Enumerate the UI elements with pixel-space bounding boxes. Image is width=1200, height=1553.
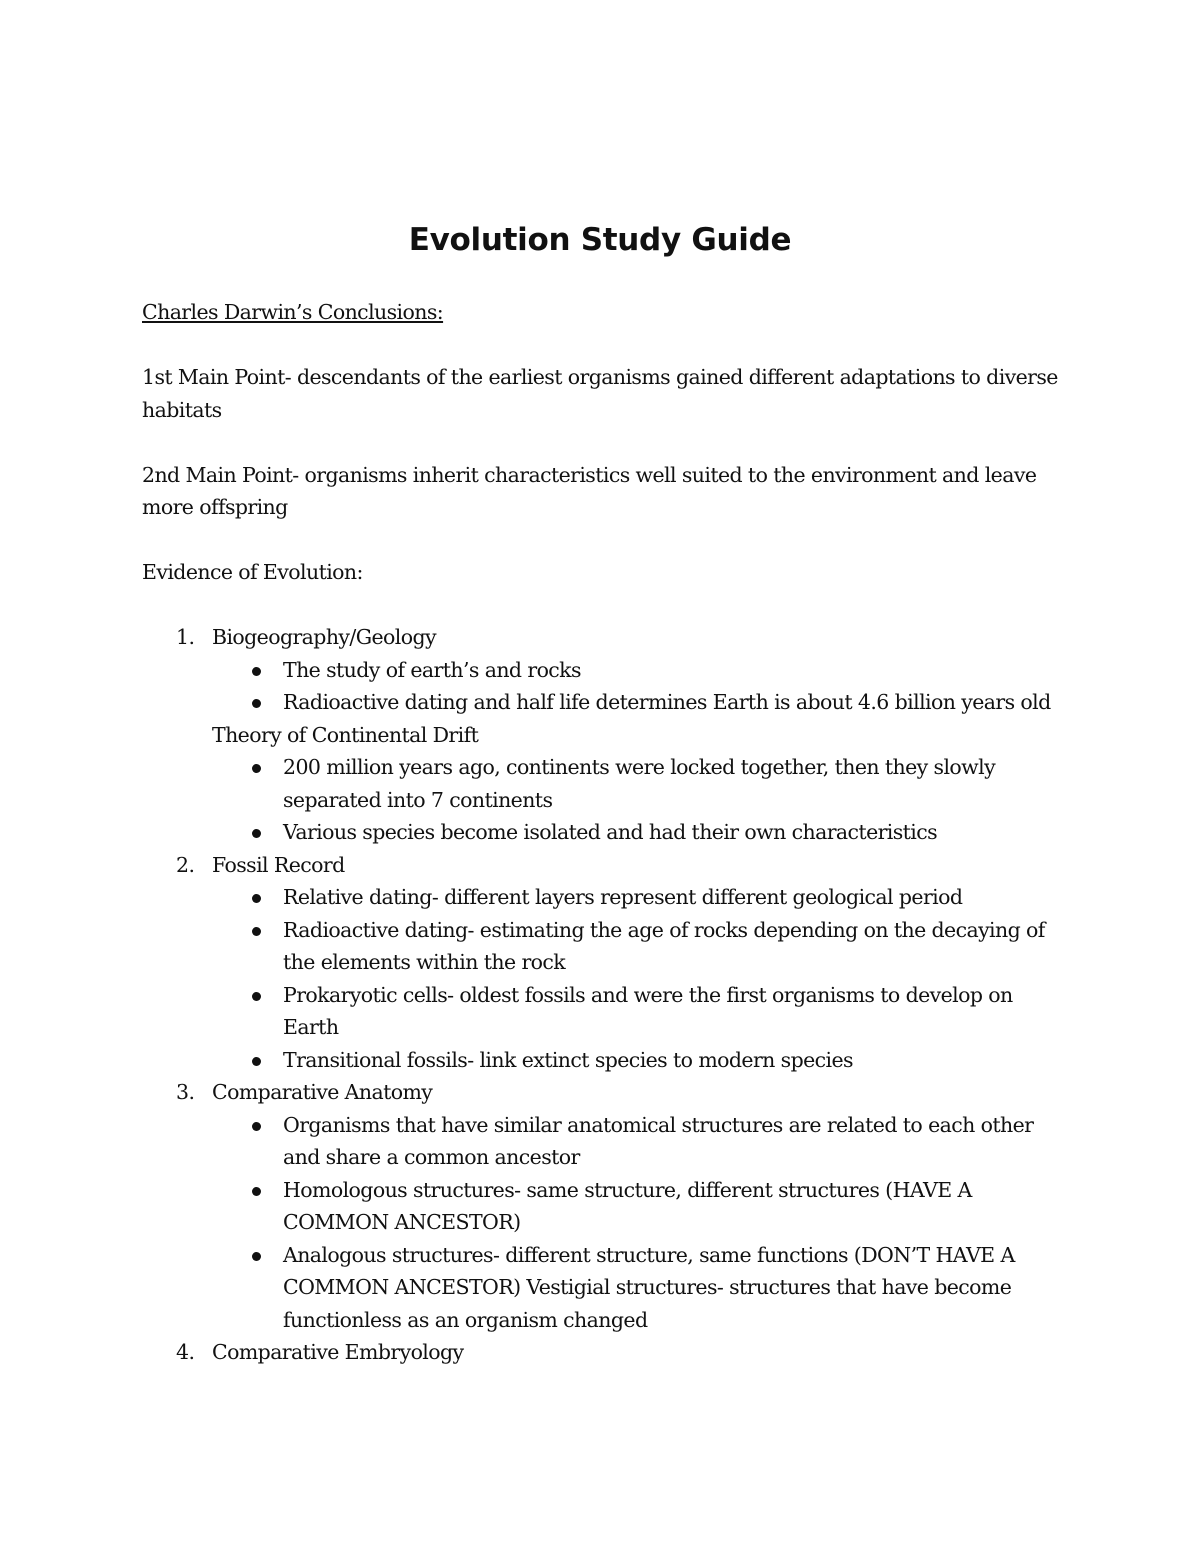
- bullet-item: The study of earth’s and rocks: [212, 654, 1072, 687]
- bullet-icon: [252, 894, 261, 903]
- section-label: Fossil Record: [212, 852, 345, 877]
- bullet-item: Homologous structures- same structure, different structures (HAVE A COMMON ANCESTOR): [212, 1174, 1072, 1239]
- main-point-1: 1st Main Point- descendants of the earliest organisms gained different adaptations to diverse habitats: [142, 365, 1058, 422]
- bullet-item: Prokaryotic cells- oldest fossils and were the first organisms to develop on Earth: [212, 979, 1072, 1044]
- bullet-list: [212, 654, 1072, 719]
- bullet-icon: [252, 667, 261, 676]
- section-label: Comparative Anatomy: [212, 1080, 433, 1104]
- list-number: 2.: [176, 852, 195, 877]
- bullet-icon: [252, 927, 261, 936]
- page-title: Evolution Study Guide: [408, 222, 792, 258]
- bullet-list: [212, 1109, 1072, 1337]
- bullet-item: Various species become isolated and had their own characteristics: [212, 816, 1072, 849]
- bullet-icon: [252, 699, 261, 708]
- section-label: Comparative Embryology: [212, 1340, 464, 1364]
- bullet-item: Analogous structures- different structure, same functions (DON’T HAVE A COMMON ANCESTOR) Vestigial structures- structures that have become functionless as an organism changed: [212, 1239, 1072, 1337]
- bullet-item: Radioactive dating- estimating the age of rocks depending on the decaying of the elements within the rock: [212, 914, 1072, 979]
- bullet-item: Relative dating- different layers represent different geological period: [212, 881, 1072, 914]
- bullet-item: 200 million years ago, continents were locked together, then they slowly separated into 7 continents: [212, 751, 1072, 816]
- list-item: [142, 1076, 1072, 1336]
- bullet-list: [212, 751, 1072, 849]
- bullet-icon: [252, 1122, 261, 1131]
- bullet-icon: [252, 1187, 261, 1196]
- bullet-icon: [252, 992, 261, 1001]
- bullet-list: [212, 881, 1072, 1076]
- list-item: [142, 849, 1072, 1077]
- main-point-2: 2nd Main Point- organisms inherit characteristics well suited to the environment and leave more offspring: [142, 462, 1037, 519]
- evidence-heading: Evidence of Evolution:: [142, 560, 363, 584]
- list-number: 4.: [176, 1340, 195, 1364]
- bullet-item: Radioactive dating and half life determines Earth is about 4.6 billion years old: [212, 686, 1072, 719]
- evidence-list: [142, 621, 1072, 1369]
- bullet-icon: [252, 1252, 261, 1261]
- section-label: Biogeography/Geology: [212, 625, 436, 649]
- list-item: [142, 1336, 1072, 1369]
- list-number: 3.: [176, 1080, 195, 1104]
- list-item: [142, 621, 1072, 849]
- darwin-heading: Charles Darwin’s Conclusions:: [142, 300, 444, 324]
- continental-drift-subheading: Theory of Continental Drift: [212, 722, 479, 747]
- list-number: 1.: [176, 625, 195, 649]
- bullet-icon: [252, 1057, 261, 1066]
- bullet-item: Organisms that have similar anatomical structures are related to each other and share a common ancestor: [212, 1109, 1072, 1174]
- document-body: [142, 296, 1072, 1369]
- bullet-item: Transitional fossils- link extinct species to modern species: [212, 1044, 1072, 1077]
- bullet-icon: [252, 829, 261, 838]
- bullet-icon: [252, 764, 261, 773]
